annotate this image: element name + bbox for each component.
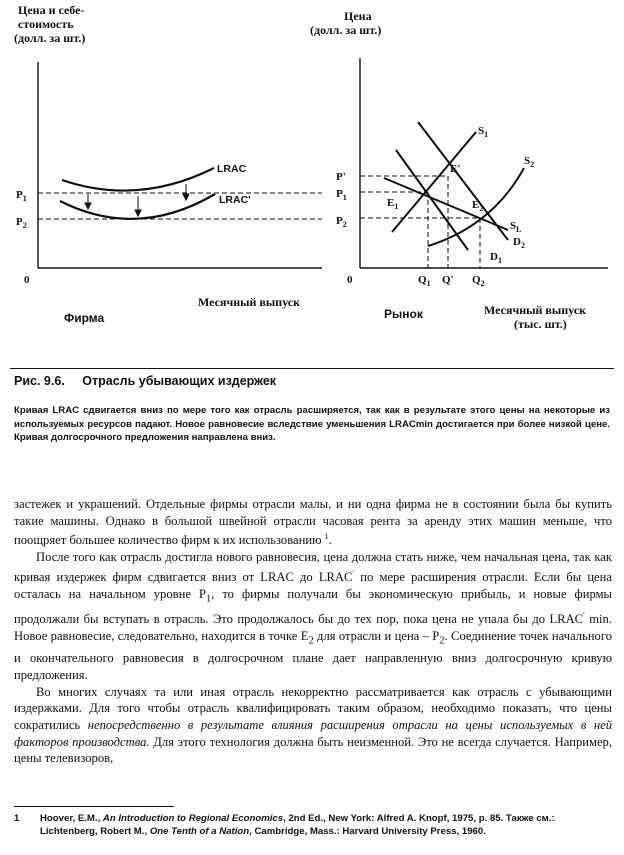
firm-p2-label: $P_2$ <box>16 216 27 230</box>
figure-title <box>14 374 276 388</box>
firm-ylabel-line3: (долл. за шт.) <box>14 31 86 45</box>
market-q2-label: $Q_2$ <box>472 274 485 288</box>
figure-caption: Кривая LRAC сдвигается вниз по мере того как отрасль расширяется, так как в результате этого цены на некоторые из используемых ресурсов падают. Новое равновесие вследствие уменьшения LRACmin достигается при более низкой цене. Кривая долгосрочного предложения направлена вниз. <box>14 405 610 443</box>
paragraph-1: застежек и украшений. Отдельные фирмы отрасли малы, и ни одна фирма не в состоянии была бы купить такие машины. Однако в большой швейной отрасли часовая рента за аренду этих машин меньше, что поощряет большее количество фирм к их использованию $^1$. <box>14 497 612 548</box>
market-q-prime-label: Q' <box>442 274 454 286</box>
footnote-number: 1 <box>14 813 20 824</box>
firm-origin: 0 <box>24 274 30 286</box>
e1-label: $E_1$ <box>387 197 399 211</box>
paragraph-3: Во многих случаях та или иная отрасль некорректно рассматривается как отрасль с убывающими издержками. Для того чтобы отрасль квалифицировать таким образом, необходимо показать, что цены сократились непосредственно в результате влияния расширения отрасли на цены используемых в ней факторов производства. Для этого технология должна быть неизменной. Это не всегда случается. Например, цены телевизоров, <box>14 684 612 766</box>
d1-label: $D_1$ <box>490 251 502 265</box>
figure-number: Рис. 9.6. <box>14 374 65 388</box>
firm-p1-label: $P_1$ <box>16 189 27 203</box>
lrac-curve <box>62 168 214 191</box>
paragraph-2: После того как отрасль достигла нового равновесия, цена должна стать ниже, чем начальная цена, так как кривая издержек фирм сдвигается вниз от LRAC до LRAC′ по мере расширения отрасли. Если бы цена осталась на начальном уровне $P_1$, то фирмы получали бы экономическую прибыль, и новые фирмы продолжали бы вступать в отрасль. Это продолжалось бы до тех пор, пока цена не упала бы до LRAC′ min. Новое равновесие, следовательно, находится в точке $E_2$ для отрасли и цена – $P_2$. Соединение точек начального и окончательного равновесия в долгосрочном плане дает направленную вниз долгосрочную кривую предложения. <box>14 550 612 682</box>
figure-9-6 <box>0 0 624 365</box>
market-q1-label: $Q_1$ <box>418 274 431 288</box>
e-prime-label: E' <box>450 163 461 175</box>
market-xlabel-line2: (тыс. шт.) <box>514 317 567 331</box>
market-p-prime-label: P' <box>336 171 346 183</box>
body-text <box>14 496 612 767</box>
market-p2-label: $P_2$ <box>336 215 347 229</box>
market-p1-label: $P_1$ <box>336 188 347 202</box>
market-panel <box>310 9 608 331</box>
firm-ylabel-line2: стоимость <box>18 17 74 31</box>
d2-label: $D_2$ <box>513 236 525 250</box>
footnote-text: Hoover, E.M., An Introduction to Regional Economics, 2nd Ed., New York: Alfred A. Knopf, 1975, p. 85. Также см.: Lichtenberg, Robert M., One Tenth of a Nation, Cambridge, Mass.: Harvard University Press, 1960. <box>40 813 555 837</box>
market-xlabel-line1: Месячный выпуск <box>484 303 587 317</box>
sl-label: $S_L$ <box>510 220 522 234</box>
firm-panel <box>14 3 322 325</box>
sl-curve <box>384 178 508 230</box>
s1-label: $S_1$ <box>478 125 489 139</box>
figure-title-text: Отрасль убывающих издержек <box>82 374 277 388</box>
e2-label: $E_2$ <box>472 199 484 213</box>
s2-label: $S_2$ <box>524 155 535 169</box>
market-guides <box>360 176 480 268</box>
firm-panel-title: Фирма <box>64 311 105 325</box>
market-panel-title: Рынок <box>384 307 423 321</box>
firm-xlabel: Месячный выпуск <box>198 295 301 309</box>
d2-curve <box>418 122 508 240</box>
footnote-rule <box>14 806 174 807</box>
market-ylabel-line1: Цена <box>344 9 372 23</box>
firm-ylabel-line1: Цена и себе- <box>18 3 85 17</box>
market-ylabel-line2: (долл. за шт.) <box>310 23 382 37</box>
footnote <box>14 812 612 838</box>
lrac-label: LRAC <box>217 163 247 175</box>
caption-top-rule <box>10 368 614 369</box>
lrac-prime-label: LRAC' <box>219 194 251 206</box>
market-origin: 0 <box>347 274 353 286</box>
